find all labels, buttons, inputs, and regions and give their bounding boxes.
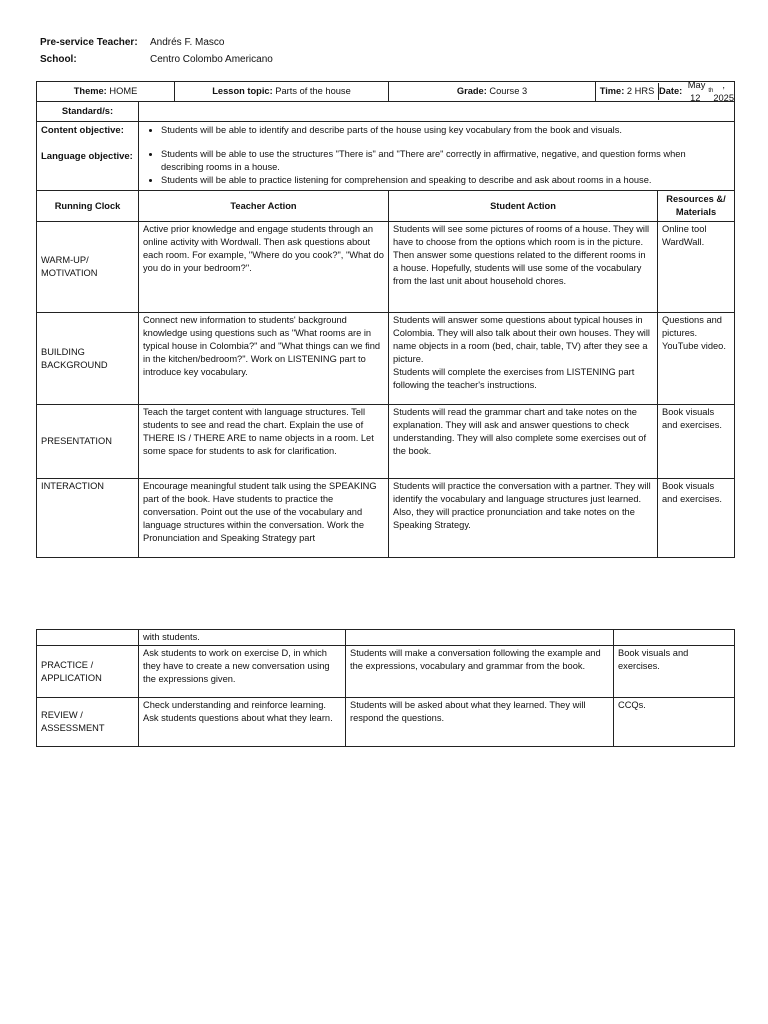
time-cell: Time: 2 HRS (596, 83, 659, 100)
student-action-cell: Students will be asked about what they learned. They will respond the questions. (346, 698, 614, 747)
language-objective-item: • Students will be able to practice listening for comprehension and speaking to describe and ask about rooms in a house. (161, 174, 730, 187)
language-objectives-list (143, 148, 730, 187)
stage-cell: INTERACTION (37, 479, 139, 558)
resources-cell: Online tool WardWall. (658, 222, 735, 313)
student-action-cell: Students will make a conversation following the example and the expressions, vocabulary and grammar from the book. (346, 646, 614, 698)
standards-label: Standard/s: (37, 102, 139, 122)
objectives-labels (37, 122, 139, 191)
header-info (40, 34, 273, 68)
language-objective-item: • Students will be able to use the structures "There is" and "There are" correctly in affirmative, negative, and question forms when describing rooms in a house. (161, 148, 730, 174)
objectives-content (139, 122, 735, 191)
lesson-plan-table-continued (36, 629, 735, 747)
standards-value (139, 102, 735, 122)
teacher-action-cell: Encourage meaningful student talk using the SPEAKING part of the book. Have students to practice the conversation. Point out the use of the vocabulary and language structures within the conversation. Work the Pronunciation and Speaking Strategy part (139, 479, 389, 558)
lesson-info-row (37, 82, 735, 102)
resources-cell: Book visuals and exercises. (614, 646, 735, 698)
objectives-row (37, 122, 735, 191)
school-row (40, 51, 273, 68)
col-teacher-action: Teacher Action (139, 191, 389, 222)
stage-cell: BUILDING BACKGROUND (37, 313, 139, 405)
teacher-name: Andrés F. Masco (150, 37, 225, 48)
time-value: 2 HRS (624, 86, 655, 96)
stage-cell: REVIEW / ASSESSMENT (37, 698, 139, 747)
table-row (37, 313, 735, 405)
topic-value: Parts of the house (275, 86, 351, 96)
continuation-resources (614, 630, 735, 646)
stage-cell: PRACTICE / APPLICATION (37, 646, 139, 698)
theme-cell: Theme: HOME (37, 82, 175, 102)
table-row (37, 405, 735, 479)
student-action-cell: Students will see some pictures of rooms of a house. They will have to choose from the options which room is in the picture. Then answer some questions related to the different rooms in a house. Hopefully, students will use some of the vocabulary from the last unit about household chores. (389, 222, 658, 313)
resources-cell: CCQs. (614, 698, 735, 747)
language-objective-label: Language objective: (41, 151, 133, 162)
student-action-cell: Students will read the grammar chart and take notes on the explanation. They will ask and answer questions to check understanding. They will also complete some exercises out of the book. (389, 405, 658, 479)
col-student-action: Student Action (389, 191, 658, 222)
school-label: School: (40, 54, 77, 65)
date-cell: Date: May 12 th , 2025 (659, 79, 735, 103)
time-date-cell (596, 79, 735, 103)
continuation-text: with students. (139, 630, 346, 646)
teacher-action-cell: Connect new information to students' background knowledge using questions such as "What rooms are in typical house in Colombia?" and "What things can we find in the kitchen/bedroom?". Work on LISTENING part to introduce key vocabulary. (139, 313, 389, 405)
continuation-stage (37, 630, 139, 646)
teacher-action-cell: Check understanding and reinforce learning. Ask students questions about what they learn. (139, 698, 346, 747)
table-row (37, 698, 735, 747)
standards-row (37, 102, 735, 122)
teacher-action-cell: Ask students to work on exercise D, in which they have to create a new conversation using the expressions given. (139, 646, 346, 698)
student-action-cell: Students will practice the conversation with a partner. They will identify the vocabulary and language structures just learned. Also, they will practice pronunciation and take notes on the Speaking Strategy. (389, 479, 658, 558)
resources-cell: Book visuals and exercises. (658, 405, 735, 479)
teacher-label: Pre-service Teacher: (40, 37, 138, 48)
resources-cell: Questions and pictures. YouTube video. (658, 313, 735, 405)
teacher-action-cell: Active prior knowledge and engage students through an online activity with Wordwall. Then ask questions about each room. For example, "Where do you cook?", "What do you do in your bedroom?". (139, 222, 389, 313)
date-value: May 12 (685, 79, 706, 103)
col-running-clock: Running Clock (37, 191, 139, 222)
continuation-row (37, 630, 735, 646)
student-action-cell: Students will answer some questions about typical houses in Colombia. They will also talk about their own houses. They will name objects in a room (bed, chair, table, TV) after they see a picture. Students will complete the exercises from LISTENING part following the teacher's instructions. (389, 313, 658, 405)
grade-cell: Grade: Course 3 (389, 82, 596, 102)
content-objective-item: • Students will be able to identify and describe parts of the house using key vocabulary from the book and visuals. (161, 124, 730, 137)
school-name: Centro Colombo Americano (150, 54, 273, 65)
grade-value: Course 3 (486, 86, 528, 96)
teacher-row (40, 34, 273, 51)
col-resources: Resources &/ Materials (658, 191, 735, 222)
stage-cell: PRESENTATION (37, 405, 139, 479)
content-objectives-list (143, 124, 730, 148)
topic-cell: Lesson topic: Parts of the house (175, 82, 389, 102)
table-row (37, 479, 735, 558)
teacher-action-cell: Teach the target content with language structures. Tell students to see and read the chart. Explain the use of THERE IS / THERE ARE to name objects in a room. Let some space for students to ask for clarification. (139, 405, 389, 479)
table-row (37, 222, 735, 313)
content-objective-label: Content objective: (41, 125, 124, 136)
stage-cell: WARM-UP/ MOTIVATION (37, 222, 139, 313)
theme-value: HOME (109, 86, 138, 96)
table-row (37, 646, 735, 698)
column-header-row (37, 191, 735, 222)
lesson-plan-table (36, 81, 735, 558)
resources-cell: Book visuals and exercises. (658, 479, 735, 558)
continuation-student (346, 630, 614, 646)
